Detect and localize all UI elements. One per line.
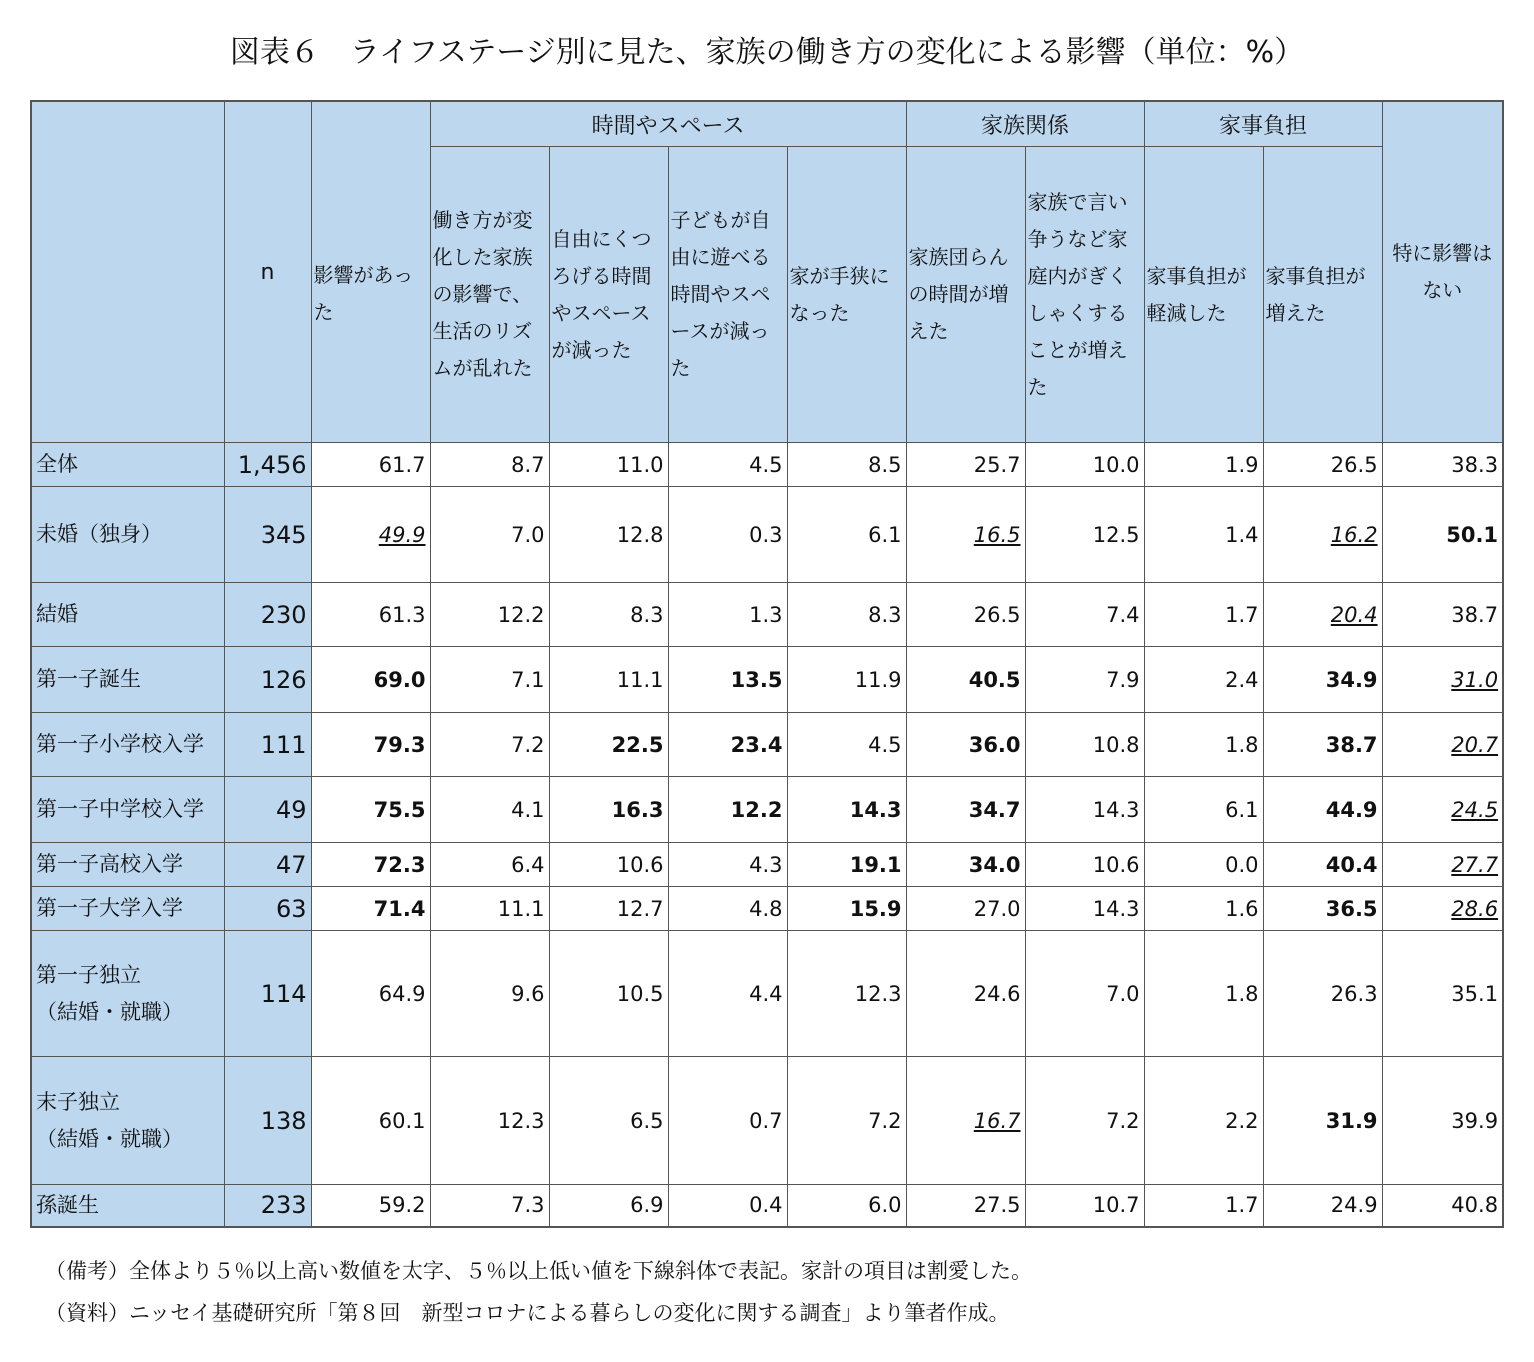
cell-value-text: 4.3 [749,852,783,877]
cell-value-text: 36.5 [1325,896,1378,921]
cell-value [1263,843,1382,887]
cell-value [549,1057,668,1185]
cell-value-text: 11.1 [497,896,545,921]
cell-value-text: 16.2 [1330,522,1378,547]
cell-value-text: 4.8 [749,896,783,921]
cell-value [668,843,787,887]
cell-value-text: 34.0 [968,852,1021,877]
row-label [31,1057,224,1185]
cell-value [668,931,787,1057]
row-label-text: 全体 [36,452,78,476]
cell-value [1382,713,1503,777]
table-row [31,1185,1503,1227]
cell-value-text: 1.3 [749,602,783,627]
cell-value [430,931,549,1057]
column-header-n: n [224,101,311,443]
cell-value-text: 16.5 [973,522,1021,547]
row-n-value: 138 [224,1057,311,1185]
cell-value-text: 27.5 [973,1193,1021,1218]
cell-value [1263,887,1382,931]
cell-value [1144,843,1263,887]
cell-value [311,843,430,887]
group-header-family: 家族関係 [906,101,1144,147]
row-label [31,583,224,647]
column-header-more-family-time: 家族団らんの時間が増えた [906,147,1025,443]
cell-value-text: 10.5 [616,981,664,1006]
cell-value [787,777,906,843]
note-source: （資料）ニッセイ基礎研究所「第８回 新型コロナによる暮らしの変化に関する調査」より筆者作成。 [45,1301,1010,1325]
cell-value-text: 72.3 [373,852,426,877]
column-header-less-kids-space: 子どもが自由に遊べる時間やスペースが減った [668,147,787,443]
cell-value-text: 14.3 [849,797,902,822]
cell-value [1144,777,1263,843]
group-header-time-space-top [311,101,430,147]
cell-value [906,443,1025,487]
cell-value [1382,583,1503,647]
cell-value [787,843,906,887]
cell-value [1144,713,1263,777]
note-remarks: （備考）全体より５％以上高い数値を太字、５％以上低い値を下線斜体で表記。家計の項目は割愛した。 [45,1259,1032,1283]
row-label-text: 第一子大学入学 [36,896,183,920]
cell-value-text: 6.4 [511,852,545,877]
cell-value [1025,713,1144,777]
cell-value-text: 4.1 [511,797,545,822]
cell-value-text: 12.8 [616,522,664,547]
cell-value-text: 4.5 [749,452,783,477]
cell-value [549,777,668,843]
column-header-affected: 影響があった [311,147,430,443]
cell-value-text: 31.0 [1451,667,1499,692]
cell-value [1025,931,1144,1057]
data-table [30,100,1504,1228]
cell-value-text: 20.4 [1330,602,1378,627]
cell-value-text: 25.7 [973,452,1021,477]
cell-value [668,1057,787,1185]
cell-value [1025,583,1144,647]
cell-value-text: 1.8 [1225,981,1259,1006]
cell-value [1025,487,1144,583]
cell-value [906,1185,1025,1227]
cell-value-text: 59.2 [378,1193,426,1218]
cell-value-text: 1.8 [1225,732,1259,757]
cell-value [668,887,787,931]
cell-value-text: 40.8 [1451,1193,1499,1218]
cell-value [311,713,430,777]
cell-value [311,1057,430,1185]
column-header-housework-increased: 家事負担が増えた [1263,147,1382,443]
cell-value-text: 6.1 [868,522,902,547]
cell-value [787,647,906,713]
cell-value-text: 7.0 [1106,981,1140,1006]
row-label [31,487,224,583]
cell-value-text: 24.9 [1330,1193,1378,1218]
cell-value [787,931,906,1057]
cell-value [1144,1185,1263,1227]
cell-value-text: 6.9 [630,1193,664,1218]
row-label [31,887,224,931]
row-n-value: 63 [224,887,311,931]
column-header-house-cramped: 家が手狭になった [787,147,906,443]
cell-value [668,647,787,713]
cell-value [1382,647,1503,713]
row-n-value: 111 [224,713,311,777]
cell-value [1144,1057,1263,1185]
column-header-more-conflict: 家族で言い争うなど家庭内がぎくしゃくすることが増えた [1025,147,1144,443]
row-label-text: 第一子中学校入学 [36,797,204,821]
cell-value-text: 22.5 [611,732,664,757]
cell-value [549,713,668,777]
cell-value-text: 1.7 [1225,602,1259,627]
cell-value [1263,777,1382,843]
cell-value-text: 19.1 [849,852,902,877]
table-row [31,647,1503,713]
cell-value-text: 27.7 [1451,852,1499,877]
row-label-text: 第一子独立 [36,962,141,987]
cell-value [311,647,430,713]
cell-value-text: 38.7 [1325,732,1378,757]
cell-value [1382,843,1503,887]
cell-value-text: 27.0 [973,896,1021,921]
cell-value [1263,583,1382,647]
column-header-rhythm-disrupted: 働き方が変化した家族の影響で、生活のリズムが乱れた [430,147,549,443]
row-label-text: 第一子小学校入学 [36,732,204,756]
cell-value [549,1185,668,1227]
cell-value-text: 15.9 [849,896,902,921]
cell-value-text: 11.1 [616,667,664,692]
cell-value [787,487,906,583]
cell-value-text: 13.5 [730,667,783,692]
cell-value [549,843,668,887]
cell-value [549,443,668,487]
cell-value-text: 4.4 [749,981,783,1006]
cell-value-text: 26.5 [973,602,1021,627]
row-label [31,777,224,843]
cell-value [311,443,430,487]
cell-value-text: 7.2 [1106,1108,1140,1133]
cell-value [549,647,668,713]
row-label [31,647,224,713]
cell-value [1025,887,1144,931]
row-label-subtext: （結婚・就職） [36,999,183,1024]
cell-value-text: 7.1 [511,667,545,692]
cell-value [1144,583,1263,647]
cell-value-text: 8.7 [511,452,545,477]
cell-value [906,487,1025,583]
row-n-value: 1,456 [224,443,311,487]
row-label-text: 孫誕生 [36,1192,99,1217]
cell-value [1144,487,1263,583]
cell-value [1382,777,1503,843]
cell-value-text: 38.3 [1451,452,1499,477]
cell-value-text: 0.7 [749,1108,783,1133]
cell-value [1144,647,1263,713]
cell-value-text: 12.3 [854,981,902,1006]
cell-value [668,443,787,487]
row-label-subtext: （結婚・就職） [36,1126,183,1151]
cell-value [430,713,549,777]
cell-value [906,713,1025,777]
row-n-value: 233 [224,1185,311,1227]
table-row [31,843,1503,887]
cell-value [1263,487,1382,583]
row-label-text: 未婚（独身） [36,522,162,546]
cell-value [1263,1185,1382,1227]
cell-value-text: 12.3 [497,1108,545,1133]
cell-value-text: 8.3 [868,602,902,627]
cell-value-text: 8.3 [630,602,664,627]
cell-value-text: 44.9 [1325,797,1378,822]
cell-value-text: 39.9 [1451,1108,1499,1133]
cell-value-text: 23.4 [730,732,783,757]
cell-value [668,777,787,843]
cell-value-text: 24.6 [973,981,1021,1006]
cell-value-text: 1.7 [1225,1193,1259,1218]
row-label [31,443,224,487]
table-body [31,443,1503,1227]
group-header-housework: 家事負担 [1144,101,1382,147]
cell-value [1025,1185,1144,1227]
row-label [31,713,224,777]
cell-value-text: 50.1 [1446,522,1499,547]
cell-value [549,487,668,583]
cell-value-text: 40.5 [968,667,1021,692]
column-header-less-relax-space: 自由にくつろげる時間やスペースが減った [549,147,668,443]
cell-value [1263,443,1382,487]
cell-value-text: 7.2 [511,732,545,757]
cell-value-text: 69.0 [373,667,426,692]
cell-value-text: 1.4 [1225,522,1259,547]
cell-value-text: 10.6 [1092,852,1140,877]
cell-value [906,931,1025,1057]
table-row [31,443,1503,487]
cell-value [906,647,1025,713]
cell-value-text: 1.6 [1225,896,1259,921]
cell-value-text: 9.6 [511,981,545,1006]
cell-value [1382,931,1503,1057]
row-label [31,843,224,887]
cell-value [668,713,787,777]
cell-value-text: 36.0 [968,732,1021,757]
cell-value-text: 11.9 [854,667,902,692]
row-label-text: 第一子誕生 [36,667,141,691]
cell-value [1263,931,1382,1057]
cell-value-text: 6.0 [868,1193,902,1218]
cell-value-text: 12.5 [1092,522,1140,547]
cell-value-text: 10.8 [1092,732,1140,757]
cell-value-text: 16.3 [611,797,664,822]
cell-value [1382,887,1503,931]
cell-value [1025,1057,1144,1185]
column-header-housework-reduced: 家事負担が軽減した [1144,147,1263,443]
cell-value-text: 0.4 [749,1193,783,1218]
cell-value-text: 10.0 [1092,452,1140,477]
cell-value-text: 28.6 [1451,896,1499,921]
cell-value-text: 60.1 [378,1108,426,1133]
cell-value [311,1185,430,1227]
cell-value-text: 2.4 [1225,667,1259,692]
cell-value-text: 61.3 [378,602,426,627]
cell-value [668,583,787,647]
cell-value-text: 8.5 [868,452,902,477]
table-row [31,487,1503,583]
cell-value [1382,443,1503,487]
cell-value-text: 14.3 [1092,797,1140,822]
cell-value [1263,1057,1382,1185]
cell-value [430,583,549,647]
cell-value [787,1185,906,1227]
cell-value-text: 1.9 [1225,452,1259,477]
cell-value-text: 12.2 [497,602,545,627]
cell-value-text: 71.4 [373,896,426,921]
cell-value [430,887,549,931]
cell-value-text: 61.7 [378,452,426,477]
row-label [31,931,224,1057]
cell-value [787,443,906,487]
cell-value-text: 7.9 [1106,667,1140,692]
cell-value [787,887,906,931]
cell-value-text: 4.5 [868,732,902,757]
cell-value-text: 11.0 [616,452,664,477]
cell-value-text: 10.7 [1092,1193,1140,1218]
cell-value [311,777,430,843]
cell-value [311,487,430,583]
table-row [31,583,1503,647]
cell-value [1025,647,1144,713]
cell-value [311,583,430,647]
cell-value-text: 7.3 [511,1193,545,1218]
cell-value-text: 0.3 [749,522,783,547]
cell-value-text: 79.3 [373,732,426,757]
row-n-value: 126 [224,647,311,713]
cell-value-text: 75.5 [373,797,426,822]
cell-value-text: 6.5 [630,1108,664,1133]
cell-value [1025,443,1144,487]
cell-value [1382,1185,1503,1227]
cell-value-text: 26.5 [1330,452,1378,477]
cell-value-text: 38.7 [1451,602,1499,627]
cell-value-text: 7.2 [868,1108,902,1133]
figure-title: 図表６ ライフステージ別に見た、家族の働き方の変化による影響（単位：%） [229,35,1305,70]
cell-value [430,1185,549,1227]
cell-value [1382,1057,1503,1185]
cell-value-text: 0.0 [1225,852,1259,877]
table-row [31,777,1503,843]
cell-value [1144,931,1263,1057]
cell-value [906,887,1025,931]
cell-value [1263,647,1382,713]
cell-value-text: 10.6 [616,852,664,877]
cell-value-text: 31.9 [1325,1108,1378,1133]
cell-value [549,887,668,931]
cell-value-text: 12.7 [616,896,664,921]
cell-value [549,931,668,1057]
cell-value-text: 64.9 [378,981,426,1006]
cell-value-text: 35.1 [1451,981,1499,1006]
row-n-value: 114 [224,931,311,1057]
table-row [31,931,1503,1057]
cell-value [1025,777,1144,843]
cell-value-text: 2.2 [1225,1108,1259,1133]
cell-value [787,713,906,777]
row-n-value: 49 [224,777,311,843]
cell-value-text: 7.0 [511,522,545,547]
cell-value [906,1057,1025,1185]
column-header-no-impact: 特に影響はない [1392,241,1493,302]
cell-value [906,583,1025,647]
cell-value-text: 16.7 [973,1108,1021,1133]
cell-value [1263,713,1382,777]
cell-value-text: 40.4 [1325,852,1378,877]
row-label-text: 結婚 [36,602,78,626]
cell-value [430,647,549,713]
row-n-value: 345 [224,487,311,583]
cell-value-text: 20.7 [1451,732,1499,757]
cell-value [668,487,787,583]
cell-value-text: 7.4 [1106,602,1140,627]
cell-value-text: 26.3 [1330,981,1378,1006]
row-n-value: 47 [224,843,311,887]
cell-value [1144,443,1263,487]
cell-value [430,1057,549,1185]
table-row [31,887,1503,931]
cell-value [787,1057,906,1185]
cell-value [311,887,430,931]
cell-value-text: 34.9 [1325,667,1378,692]
table-row [31,713,1503,777]
cell-value [1025,843,1144,887]
cell-value-text: 6.1 [1225,797,1259,822]
cell-value-text: 34.7 [968,797,1021,822]
row-label-text: 第一子高校入学 [36,852,183,876]
cell-value [1382,487,1503,583]
cell-value [430,777,549,843]
cell-value [787,583,906,647]
cell-value-text: 14.3 [1092,896,1140,921]
row-label-text: 末子独立 [36,1089,120,1114]
cell-value [311,931,430,1057]
cell-value [430,443,549,487]
cell-value [430,487,549,583]
cell-value [1144,887,1263,931]
cell-value-text: 24.5 [1451,797,1499,822]
table-row [31,1057,1503,1185]
cell-value [906,777,1025,843]
row-n-value: 230 [224,583,311,647]
cell-value [549,583,668,647]
row-label [31,1185,224,1227]
cell-value-text: 49.9 [378,522,426,547]
column-header-no-impact-cell [1382,101,1503,443]
cell-value-text: 12.2 [730,797,783,822]
cell-value [668,1185,787,1227]
row-header-corner [31,101,224,443]
cell-value [430,843,549,887]
cell-value [906,843,1025,887]
group-header-time-space: 時間やスペース [430,101,906,147]
